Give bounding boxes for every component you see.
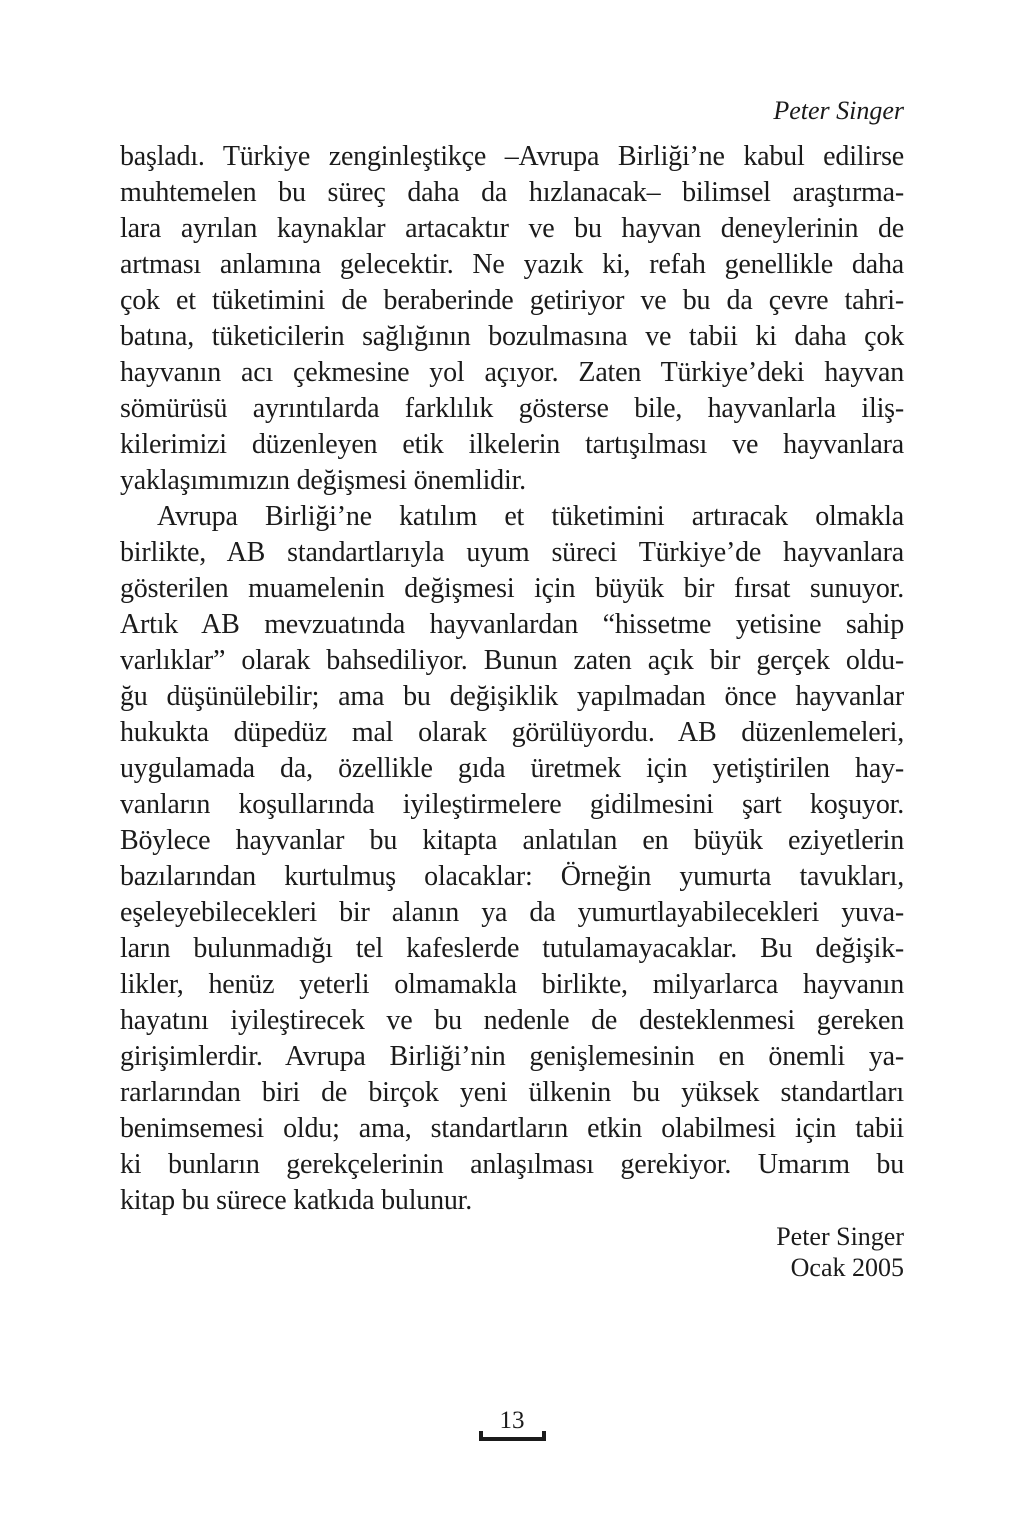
text-line: hayatını iyileştirecek ve bu nedenle de desteklenmesi gereken	[120, 1005, 904, 1036]
text-line: ki bunların gerekçelerinin anlaşılması gerekiyor. Umarım bu	[120, 1149, 904, 1180]
paragraph-continued	[120, 139, 904, 499]
text-line: Böylece hayvanlar bu kitapta anlatılan en büyük eziyetlerin	[120, 825, 904, 856]
text-line: birlikte, AB standartlarıyla uyum süreci Türkiye’de hayvanlara	[120, 537, 904, 568]
text-line: sömürüsü ayrıntılarda farklılık gösterse bile, hayvanlarla iliş-	[120, 393, 904, 424]
text-line: benimsemesi oldu; ama, standartların etkin olabilmesi için tabii	[120, 1113, 904, 1144]
text-line: bazılarından kurtulmuş olacaklar: Örneğin yumurta tavukları,	[120, 861, 904, 892]
text-line: uygulamada da, özellikle gıda üretmek için yetiştirilen hay-	[120, 753, 904, 784]
text-line: batına, tüketicilerin sağlığının bozulmasına ve tabii ki daha çok	[120, 321, 904, 352]
text-line: eşeleyebilecekleri bir alanın ya da yumurtlayabilecekleri yuva-	[120, 897, 904, 928]
text-line: hayvanın acı çekmesine yol açıyor. Zaten Türkiye’deki hayvan	[120, 357, 904, 388]
text-line: Avrupa Birliği’ne katılım et tüketimini artıracak olmakla	[157, 501, 904, 532]
text-line: Artık AB mevzuatında hayvanlardan “hissetme yetisine sahip	[120, 609, 904, 640]
text-line: likler, henüz yeterli olmamakla birlikte, milyarlarca hayvanın	[120, 969, 904, 1000]
text-line: vanların koşullarında iyileştirmelere gidilmesini şart koşuyor.	[120, 789, 904, 820]
text-line: artması anlamına gelecektir. Ne yazık ki, refah genellikle daha	[120, 249, 904, 280]
running-header-author: Peter Singer	[773, 96, 904, 125]
text-line: hukukta düpedüz mal olarak görülüyordu. AB düzenlemeleri,	[120, 717, 904, 748]
page-number: 13	[499, 1407, 525, 1434]
text-line: ların bulunmadığı tel kafeslerde tutulamayacaklar. Bu değişik-	[120, 933, 904, 964]
text-line: kilerimizi düzenleyen etik ilkelerin tartışılması ve hayvanlara	[120, 429, 904, 460]
text-line: ğu düşünülebilir; ama bu değişiklik yapılmadan önce hayvanlar	[120, 681, 904, 712]
text-line: gösterilen muamelenin değişmesi için büyük bir fırsat sunuyor.	[120, 573, 904, 604]
text-line: yaklaşımımızın değişmesi önemlidir.	[120, 465, 526, 496]
text-line: girişimlerdir. Avrupa Birliği’nin genişlemesinin en önemli ya-	[120, 1041, 904, 1072]
text-line: varlıklar” olarak bahsediliyor. Bunun zaten açık bir gerçek oldu-	[120, 645, 904, 676]
signature-block	[120, 1221, 904, 1283]
page-footer	[0, 1408, 1024, 1441]
paragraph-second	[120, 499, 904, 1219]
text-line: çok et tüketimini de beraberinde getiriyor ve bu da çevre tahri-	[120, 285, 904, 316]
text-line: kitap bu sürece katkıda bulunur.	[120, 1185, 473, 1216]
text-line: muhtemelen bu süreç daha da hızlanacak– bilimsel araştırma-	[120, 177, 904, 208]
text-line: lara ayrılan kaynaklar artacaktır ve bu hayvan deneylerinin de	[120, 213, 904, 244]
text-line: rarlarından biri de birçok yeni ülkenin bu yüksek standartları	[120, 1077, 904, 1108]
signature-author: Peter Singer	[776, 1222, 904, 1251]
body-text	[120, 139, 904, 1219]
signature-date: Ocak 2005	[790, 1253, 904, 1282]
text-line: başladı. Türkiye zenginleştikçe –Avrupa Birliği’ne kabul edilirse	[120, 141, 904, 172]
